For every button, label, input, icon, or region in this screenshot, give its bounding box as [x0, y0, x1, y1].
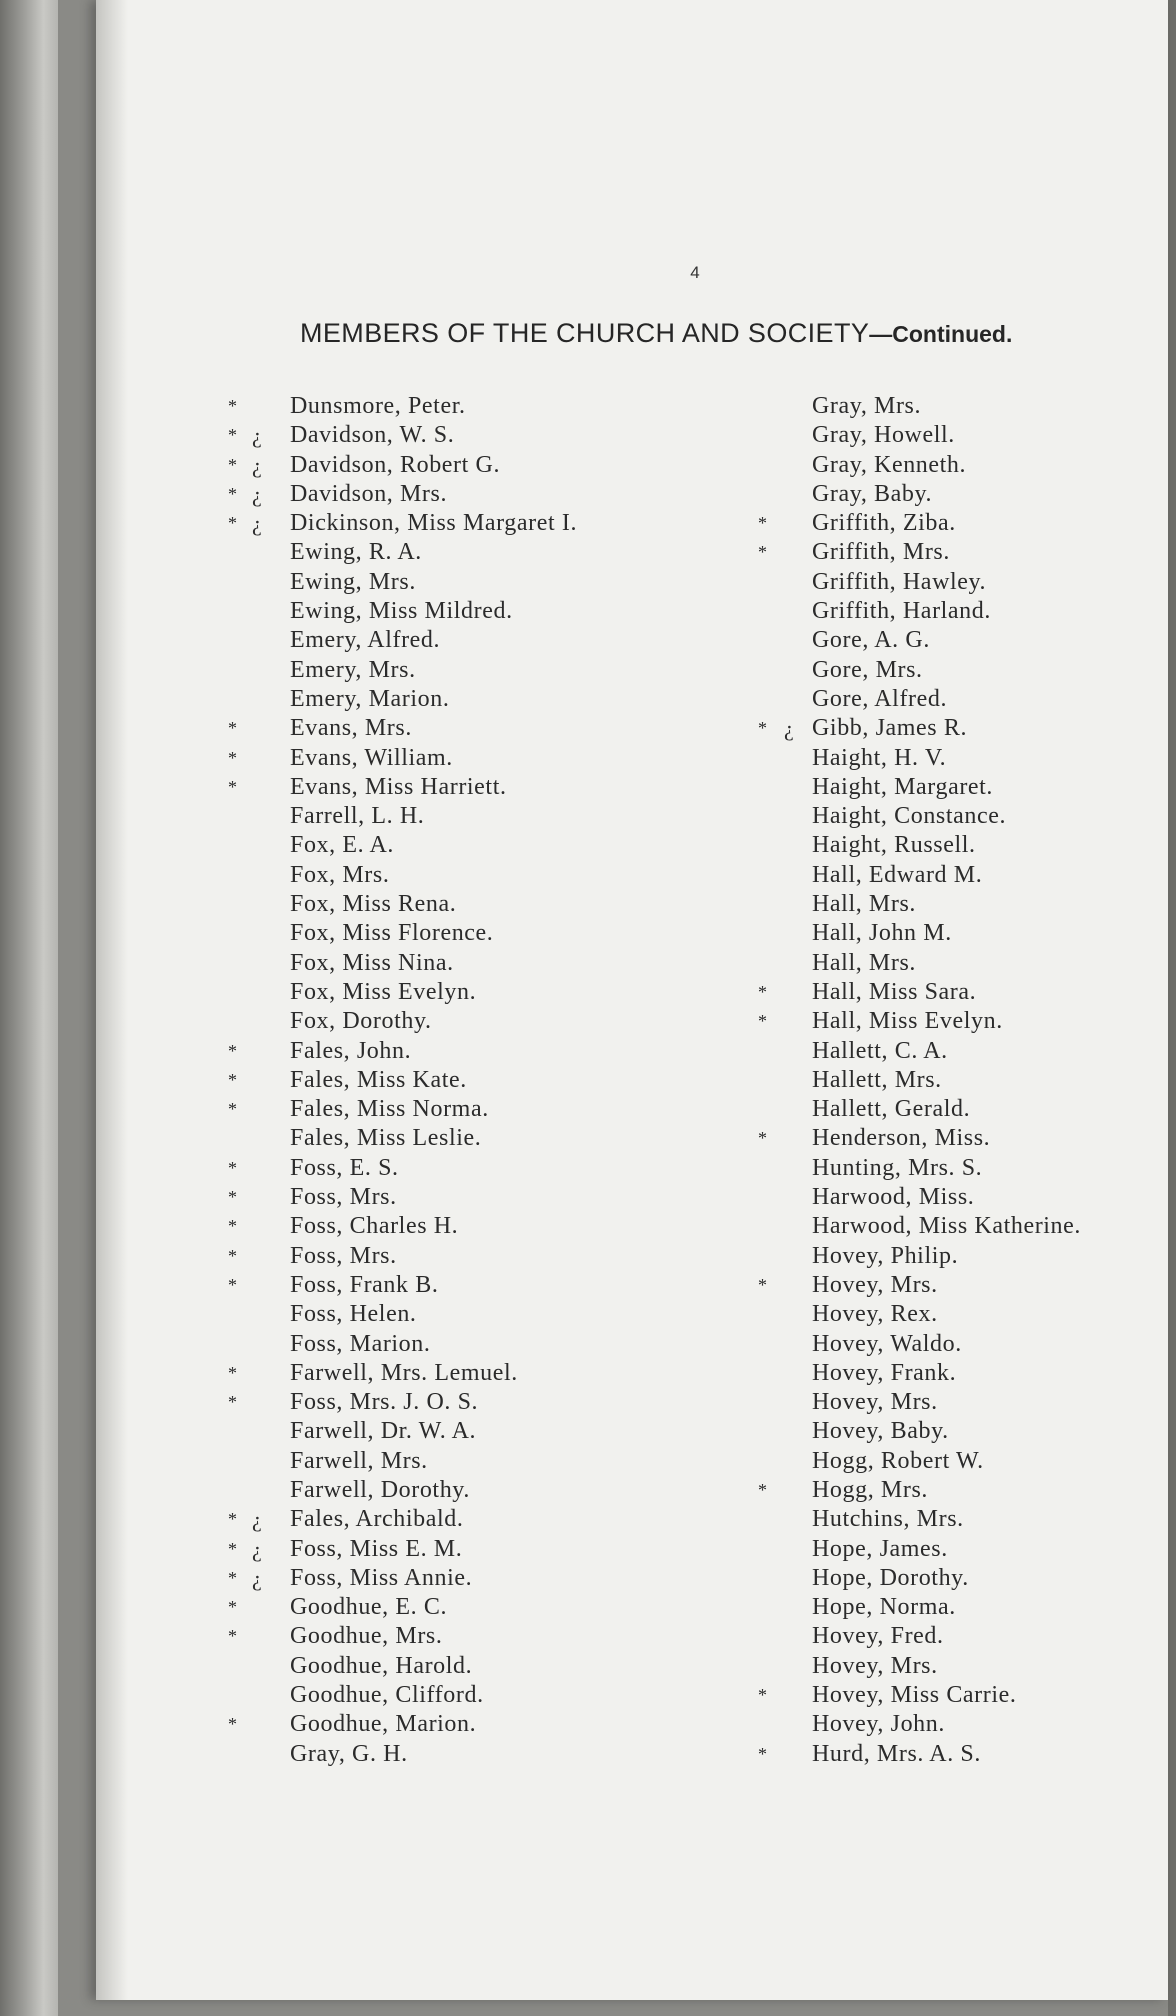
asterisk-mark: * — [758, 1274, 768, 1295]
member-name: Griffith, Mrs. — [812, 539, 950, 566]
asterisk-mark: * — [228, 1714, 238, 1735]
member-name: Hovey, Mrs. — [812, 1652, 938, 1679]
member-name: Fox, Mrs. — [290, 861, 390, 888]
member-name: Gray, Mrs. — [812, 393, 922, 419]
inverted-question-mark: ¿ — [252, 1507, 263, 1533]
asterisk-mark: * — [758, 542, 768, 563]
inverted-question-mark: ¿ — [252, 423, 263, 449]
member-name: Hurd, Mrs. A. S. — [812, 1740, 981, 1767]
member-name: Hovey, Fred. — [812, 1623, 944, 1650]
member-name: Griffith, Harland. — [812, 598, 991, 625]
member-name: Fox, Miss Rena. — [290, 891, 457, 918]
member-name: Gore, A. G. — [812, 627, 930, 654]
inverted-question-mark: ¿ — [252, 511, 263, 537]
member-name: Farwell, Dr. W. A. — [290, 1418, 477, 1445]
member-name: Hovey, Frank. — [812, 1359, 957, 1386]
member-name: Fales, John. — [290, 1037, 412, 1064]
asterisk-mark: * — [228, 1392, 238, 1413]
scanner-left-edge — [0, 0, 58, 2016]
member-name: Goodhue, E. C. — [290, 1594, 448, 1621]
member-name: Fox, Miss Evelyn. — [290, 978, 477, 1005]
member-name: Haight, Russell. — [812, 832, 976, 859]
inverted-question-mark: ¿ — [784, 716, 795, 742]
member-name: Goodhue, Clifford. — [290, 1682, 484, 1709]
member-name: Foss, Miss E. M. — [290, 1535, 463, 1562]
asterisk-mark: * — [758, 1479, 768, 1500]
member-name: Hovey, Miss Carrie. — [812, 1682, 1017, 1709]
member-name: Henderson, Miss. — [812, 1125, 991, 1152]
member-name: Hall, John M. — [812, 920, 952, 947]
member-name: Hovey, Mrs. — [812, 1389, 938, 1416]
member-name: Hovey, Baby. — [812, 1418, 949, 1445]
member-name: Hall, Mrs. — [812, 949, 916, 976]
member-name: Emery, Marion. — [290, 685, 450, 712]
asterisk-mark: * — [758, 1011, 768, 1032]
inverted-question-mark: ¿ — [252, 1565, 263, 1591]
member-name: Haight, Margaret. — [812, 773, 994, 800]
asterisk-mark: * — [228, 776, 238, 797]
member-name: Goodhue, Mrs. — [290, 1623, 443, 1650]
asterisk-mark: * — [228, 747, 238, 768]
asterisk-mark: * — [758, 1743, 768, 1764]
member-name: Hunting, Mrs. S. — [812, 1154, 983, 1181]
member-name: Fales, Miss Norma. — [290, 1096, 489, 1123]
member-name: Gray, G. H. — [290, 1740, 408, 1767]
member-name: Hall, Miss Evelyn. — [812, 1008, 1003, 1035]
member-name: Hogg, Robert W. — [812, 1447, 984, 1474]
member-name: Gray, Howell. — [812, 422, 955, 449]
member-name: Hovey, John. — [812, 1711, 945, 1738]
member-name: Gray, Baby. — [812, 480, 933, 507]
page-gutter-shadow — [96, 0, 128, 2000]
member-name: Davidson, Robert G. — [290, 451, 501, 478]
asterisk-mark: * — [228, 1274, 238, 1295]
member-name: Foss, Mrs. — [290, 1242, 397, 1269]
member-name: Emery, Alfred. — [290, 627, 441, 654]
asterisk-mark: * — [228, 1069, 238, 1090]
member-name: Foss, Miss Annie. — [290, 1564, 473, 1591]
asterisk-mark: * — [228, 1040, 238, 1061]
member-name: Emery, Mrs. — [290, 656, 416, 683]
member-name: Davidson, W. S. — [290, 422, 455, 449]
asterisk-mark: * — [758, 513, 768, 534]
member-name: Fox, E. A. — [290, 832, 395, 859]
inverted-question-mark: ¿ — [252, 1536, 263, 1562]
member-name: Dunsmore, Peter. — [290, 393, 466, 419]
member-name: Evans, William. — [290, 744, 453, 771]
member-name: Hutchins, Mrs. — [812, 1506, 964, 1533]
member-name: Hope, Norma. — [812, 1594, 956, 1621]
asterisk-mark: * — [758, 981, 768, 1002]
asterisk-mark: * — [228, 1245, 238, 1266]
member-name: Farrell, L. H. — [290, 803, 425, 830]
member-name: Hovey, Philip. — [812, 1242, 959, 1269]
asterisk-mark: * — [228, 718, 238, 739]
member-name: Hope, Dorothy. — [812, 1564, 969, 1591]
member-name: Gore, Mrs. — [812, 656, 923, 683]
member-name: Hovey, Rex. — [812, 1301, 938, 1328]
asterisk-mark: * — [758, 1128, 768, 1149]
member-name: Hallett, C. A. — [812, 1037, 948, 1064]
asterisk-mark: * — [228, 1187, 238, 1208]
member-name: Hovey, Mrs. — [812, 1271, 938, 1298]
asterisk-mark: * — [228, 1567, 238, 1588]
member-name: Foss, Charles H. — [290, 1213, 459, 1240]
member-name: Evans, Miss Harriett. — [290, 773, 507, 800]
member-name: Hope, James. — [812, 1535, 948, 1562]
member-name: Harwood, Miss Katherine. — [812, 1213, 1082, 1240]
asterisk-mark: * — [758, 718, 768, 739]
member-name: Hovey, Waldo. — [812, 1330, 962, 1357]
member-name: Hall, Edward M. — [812, 861, 983, 888]
asterisk-mark: * — [228, 1626, 238, 1647]
member-name: Foss, E. S. — [290, 1154, 399, 1181]
asterisk-mark: * — [228, 483, 238, 504]
member-name: Griffith, Ziba. — [812, 510, 956, 537]
member-name: Ewing, Miss Mildred. — [290, 598, 513, 625]
heading-title: MEMBERS OF THE CHURCH AND SOCIETY — [300, 318, 870, 348]
member-name: Foss, Marion. — [290, 1330, 431, 1357]
member-name: Fox, Miss Nina. — [290, 949, 454, 976]
asterisk-mark: * — [228, 1538, 238, 1559]
member-name: Hallett, Mrs. — [812, 1066, 942, 1093]
member-name: Gray, Kenneth. — [812, 451, 967, 478]
member-name: Davidson, Mrs. — [290, 480, 448, 507]
member-name: Ewing, R. A. — [290, 539, 422, 566]
member-name: Haight, Constance. — [812, 803, 1007, 830]
member-name: Fales, Archibald. — [290, 1506, 464, 1533]
member-name: Foss, Mrs. — [290, 1184, 397, 1211]
member-name: Hogg, Mrs. — [812, 1476, 929, 1503]
asterisk-mark: * — [228, 454, 238, 475]
asterisk-mark: * — [228, 513, 238, 534]
member-name: Fox, Miss Florence. — [290, 920, 494, 947]
asterisk-mark: * — [228, 1597, 238, 1618]
heading-continued: —Continued. — [869, 321, 1013, 347]
member-name: Hall, Mrs. — [812, 891, 916, 918]
member-name: Goodhue, Harold. — [290, 1652, 473, 1679]
asterisk-mark: * — [228, 1216, 238, 1237]
member-name: Foss, Frank B. — [290, 1271, 439, 1298]
member-name: Haight, H. V. — [812, 744, 947, 771]
inverted-question-mark: ¿ — [252, 481, 263, 507]
asterisk-mark: * — [228, 1362, 238, 1383]
member-name: Fales, Miss Leslie. — [290, 1125, 482, 1152]
asterisk-mark: * — [228, 1509, 238, 1530]
member-name: Goodhue, Marion. — [290, 1711, 477, 1738]
member-name: Farwell, Mrs. Lemuel. — [290, 1359, 518, 1386]
member-name: Farwell, Mrs. — [290, 1447, 428, 1474]
asterisk-mark: * — [228, 1099, 238, 1120]
member-name: Dickinson, Miss Margaret I. — [290, 510, 578, 537]
member-name: Fox, Dorothy. — [290, 1008, 432, 1035]
member-name: Ewing, Mrs. — [290, 568, 416, 595]
member-name: Fales, Miss Kate. — [290, 1066, 467, 1093]
member-name: Hallett, Gerald. — [812, 1096, 971, 1123]
asterisk-mark: * — [228, 1157, 238, 1178]
member-name: Griffith, Hawley. — [812, 568, 987, 595]
member-name: Gore, Alfred. — [812, 685, 948, 712]
inverted-question-mark: ¿ — [252, 452, 263, 478]
member-name: Foss, Mrs. J. O. S. — [290, 1389, 479, 1416]
member-name: Foss, Helen. — [290, 1301, 417, 1328]
member-name: Evans, Mrs. — [290, 715, 412, 742]
member-name: Harwood, Miss. — [812, 1184, 975, 1211]
asterisk-mark: * — [228, 425, 238, 446]
scanner-right-edge — [1168, 0, 1176, 2016]
asterisk-mark: * — [758, 1685, 768, 1706]
page-heading — [300, 318, 1100, 349]
page-number: 4 — [690, 263, 700, 282]
asterisk-mark: * — [228, 396, 238, 416]
member-name: Farwell, Dorothy. — [290, 1476, 470, 1503]
member-name: Gibb, James R. — [812, 715, 968, 742]
member-name: Hall, Miss Sara. — [812, 978, 977, 1005]
